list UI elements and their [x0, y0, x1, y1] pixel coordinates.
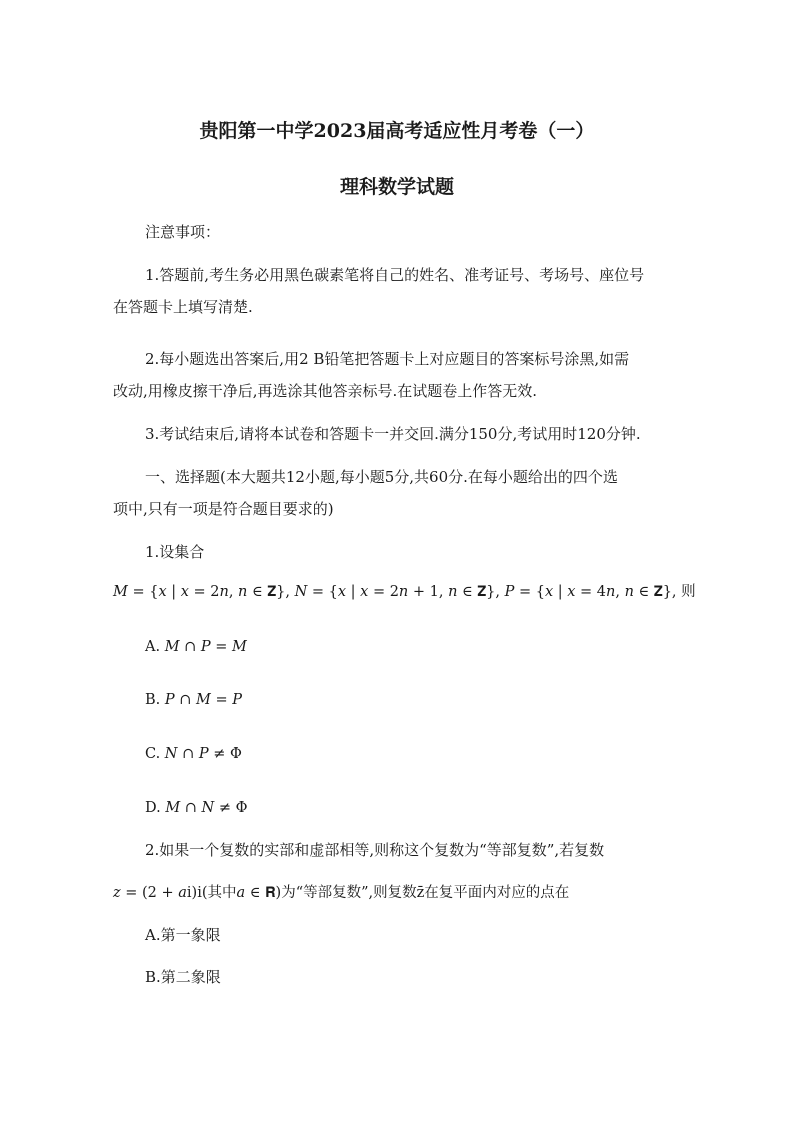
question-2-option-b: B.第二象限 — [145, 968, 221, 986]
question-2-line-2: 𝑧 = (2 + 𝑎i)i(其中𝑎 ∈ 𝐑)为“等部复数”,则复数z̄在复平面内对应的点在 — [113, 885, 570, 901]
note-item-1-line-1: 1.答题前,考生务必用黑色碳素笔将自己的姓名、准考证号、考场号、座位号 — [145, 266, 645, 284]
note-item-2-line-1: 2.每小题选出答案后,用2 B铅笔把答题卡上对应题目的答案标号涂黑,如需 — [145, 350, 630, 368]
question-1-option-a: A. 𝑀 ∩ 𝑃 = 𝑀 — [145, 639, 247, 655]
question-1-stem: 1.设集合 — [145, 543, 205, 561]
note-item-2-line-2: 改动,用橡皮擦干净后,再选涂其他答亲标号.在试题卷上作答无效. — [113, 382, 538, 400]
note-item-3: 3.考试结束后,请将本试卷和答题卡一并交回.满分150分,考试用时120分钟. — [145, 425, 641, 443]
question-2-option-a: A.第一象限 — [145, 926, 221, 944]
question-1-option-d: D. 𝑀 ∩ 𝑁 ≠ Φ — [145, 800, 248, 816]
notes-heading: 注意事项： — [145, 223, 221, 241]
question-1-option-c: C. 𝑁 ∩ 𝑃 ≠ Φ — [145, 746, 242, 762]
section-1-heading-line-1: 一、选择题(本大题共12小题,每小题5分,共60分.在每小题给出的四个选 — [145, 468, 618, 486]
exam-title: 贵阳第一中学2023届高考适应性月考卷（一） — [199, 120, 595, 142]
exam-subtitle: 理科数学试题 — [339, 176, 454, 198]
question-1-sets: 𝑀 = {𝑥 | 𝑥 = 2𝑛, 𝑛 ∈ 𝐙}, 𝑁 = {𝑥 | 𝑥 = 2𝑛 + 1, 𝑛 ∈ 𝐙}, 𝑃 = {𝑥 | 𝑥 = 4𝑛, 𝑛 ∈ 𝐙}, 则 — [113, 584, 696, 600]
question-2-line-1: 2.如果一个复数的实部和虚部相等,则称这个复数为“等部复数”,若复数 — [145, 841, 605, 859]
section-1-heading-line-2: 项中,只有一项是符合题目要求的) — [113, 500, 334, 518]
note-item-1-line-2: 在答题卡上填写清楚. — [113, 298, 253, 316]
question-1-option-b: B. 𝑃 ∩ 𝑀 = 𝑃 — [145, 692, 242, 708]
